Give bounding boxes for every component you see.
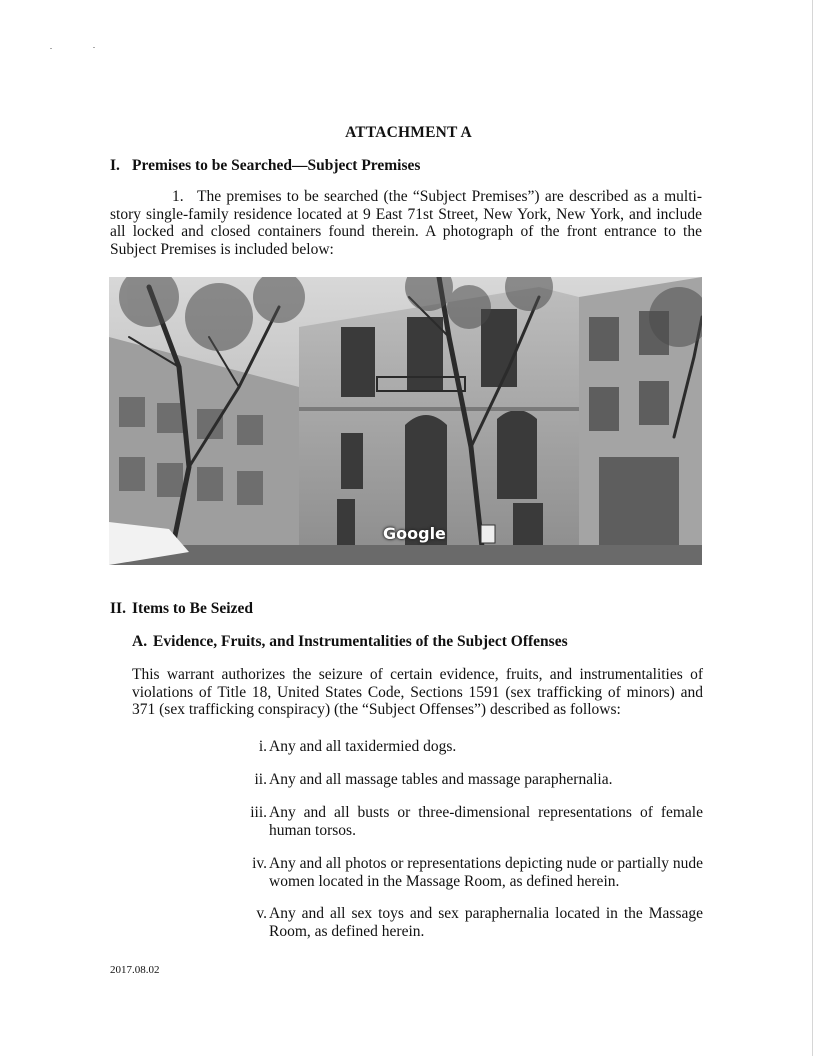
section-heading-text: Items to Be Seized: [132, 600, 253, 617]
warrant-intro-paragraph: This warrant authorizes the seizure of certain evidence, fruits, and instrumentalities of violations of Title 18, United States Code, Sections 1591 (sex trafficking of minors) and 371 (sex trafficking conspiracy) (the “Subject Offenses”) described as follows:: [132, 666, 703, 718]
section-number: I.: [110, 157, 120, 174]
paragraph-text: The premises to be searched (the “Subject Premises”) are described as a multi-story single-family residence located at 9 East 71st Street, New York, New York, and include all locked and closed containers found therein. A photograph of the front entrance to the Subject Premises is included below:: [110, 188, 702, 258]
list-item-numeral: ii.: [254, 771, 267, 788]
list-item-text: Any and all busts or three-dimensional representations of female human torsos.: [269, 804, 703, 839]
subsection-letter: A.: [132, 633, 148, 650]
google-watermark: Google: [383, 524, 446, 543]
scan-edge-line: [812, 0, 813, 1056]
section-number: II.: [110, 600, 126, 617]
section-heading-items: [110, 600, 253, 618]
paragraph-number: 1.: [172, 188, 184, 205]
list-item-text: Any and all massage tables and massage paraphernalia.: [269, 771, 613, 788]
list-item-text: Any and all taxidermied dogs.: [269, 738, 457, 755]
document-date-code: 2017.08.02: [110, 964, 160, 976]
scan-speck: [93, 47, 95, 48]
document-title: ATTACHMENT A: [345, 124, 472, 141]
section-heading-text: Premises to be Searched—Subject Premises: [132, 157, 421, 174]
building-facade-image: [109, 277, 702, 565]
section-heading-premises: [110, 157, 420, 175]
subsection-heading: [132, 633, 568, 651]
subsection-heading-text: Evidence, Fruits, and Instrumentalities of the Subject Offenses: [153, 633, 568, 650]
list-item-numeral: iv.: [252, 855, 267, 872]
list-item-numeral: iii.: [250, 804, 267, 821]
list-item-numeral: v.: [256, 905, 267, 922]
premises-description-paragraph: [110, 188, 702, 258]
list-item-text: Any and all sex toys and sex paraphernalia located in the Massage Room, as defined herein.: [269, 905, 703, 940]
list-item-numeral: i.: [258, 738, 267, 755]
scan-speck: [50, 48, 52, 49]
premises-photograph: [109, 277, 702, 565]
list-item-text: Any and all photos or representations depicting nude or partially nude women located in the Massage Room, as defined herein.: [269, 855, 703, 890]
